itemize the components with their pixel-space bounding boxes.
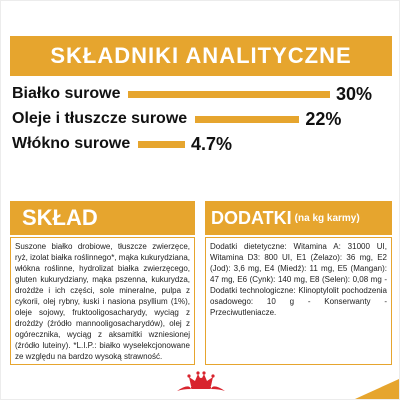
bar-row-protein: [10, 83, 392, 105]
sklad-text: Suszone białko drobiowe, tłuszcze zwierzęce, ryż, izolat białka roślinnego*, mąka kukurydziana, włókna roślinne, hydrolizat białka zwierzęcego, gluten kukurydziany, mąka pszenna, kukurydza, drożdże i ich części, sole mineralne, pulpa z cykorii, olej rybny, łuski i nasiona psyllium (1%), oleje sojowy, fruktooligosacharydy, wyciąg z drożdży (źródło mannooligosacharydów), olej z ogórecznika, wyciąg z aksamitki wzniesionej (źródło luteiny). *L.I.P.: białko wyselekcjonowane ze względu na bardzo wysoką strawność.: [10, 237, 195, 365]
sklad-title: SKŁAD: [22, 205, 98, 230]
bar-label: Białko surowe: [12, 85, 121, 102]
royal-canin-crown-logo-icon: [169, 369, 233, 395]
bar-value: 4.7%: [190, 134, 232, 154]
sklad-title-banner: [10, 201, 195, 235]
bar-row-fat: [10, 108, 392, 130]
bar-fill: [128, 91, 330, 98]
analytic-title: SKŁADNIKI ANALITYCZNE: [50, 43, 352, 68]
bar-label: Oleje i tłuszcze surowe: [12, 110, 188, 127]
bar-label: Włókno surowe: [12, 135, 131, 152]
dodatki-text: Dodatki dietetyczne: Witamina A: 31000 UI, Witamina D3: 800 UI, E1 (Żelazo): 36 mg, E2 (Jod): 3,6 mg, E4 (Miedź): 11 mg, E5 (Mangan): 47 mg, E6 (Cynk): 140 mg, E8 (Selen): 0,08 mg - Dodatki technologiczne: Klinoptylolit pochodzenia osadowego: 10 g - Konserwanty - Przeciwutleniacze.: [205, 237, 392, 365]
corner-accent: [355, 379, 399, 399]
analytic-title-banner: [10, 36, 392, 76]
dodatki-subtitle: (na kg karmy): [294, 212, 360, 224]
bar-value: 22%: [305, 109, 342, 129]
dodatki-title: DODATKI: [211, 207, 292, 228]
bar-fill: [195, 116, 299, 123]
bar-value: 30%: [336, 84, 373, 104]
bar-row-fibre: [10, 133, 392, 155]
bar-fill: [138, 141, 185, 148]
dodatki-title-banner: [205, 201, 392, 235]
